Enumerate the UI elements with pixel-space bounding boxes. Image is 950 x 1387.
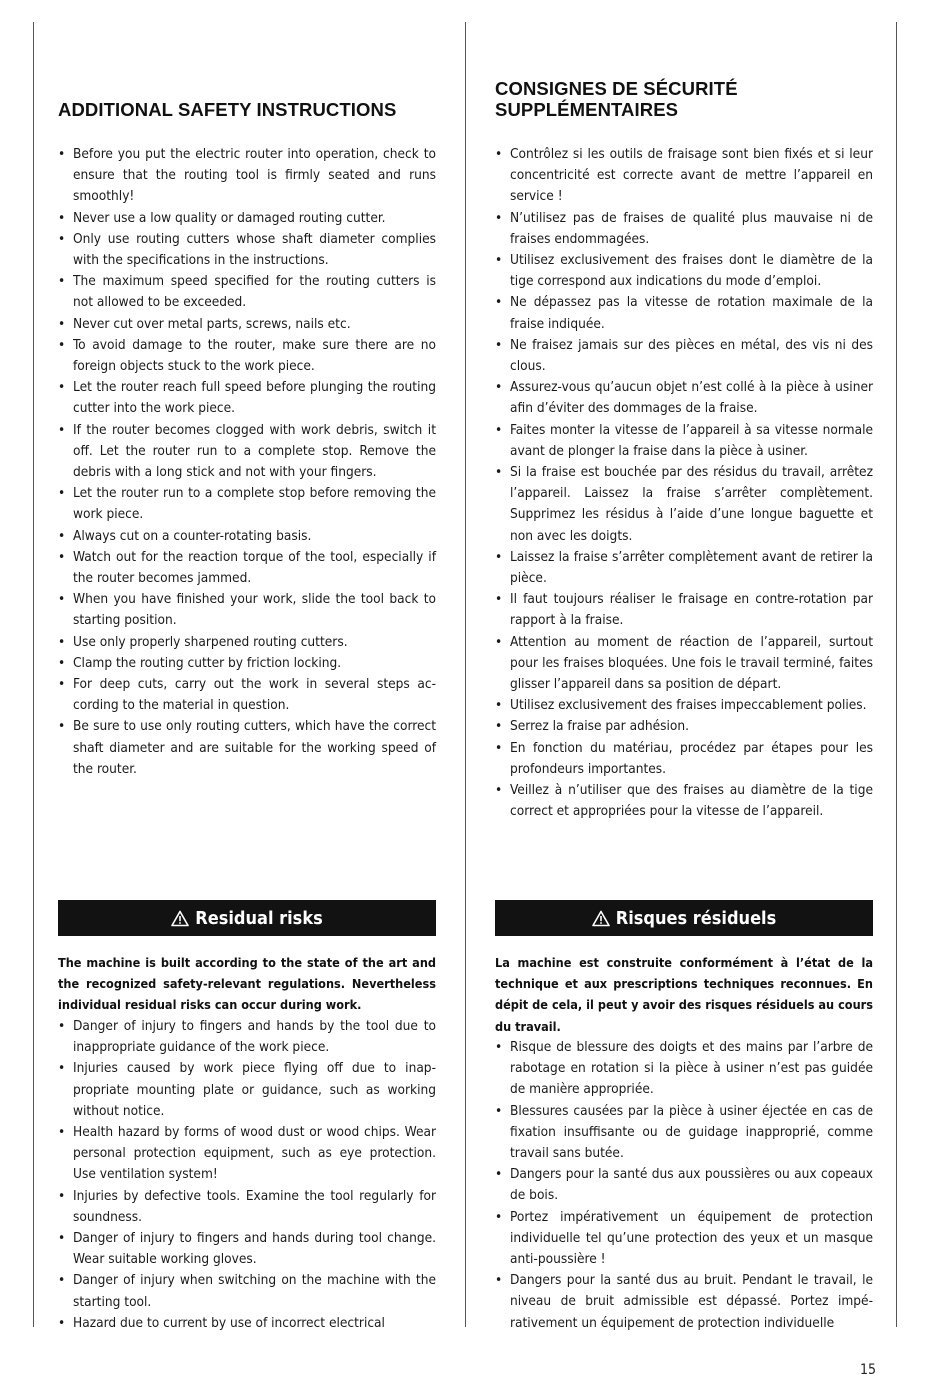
list-item: • Serrez la fraise par adhésion.: [495, 716, 873, 737]
list-item: • Il faut toujours réaliser le fraisage en contre-rotation par rapport à la fraise.: [495, 589, 873, 631]
list-item: • Always cut on a counter-rotating basis.: [58, 526, 436, 547]
list-item: • Dangers pour la santé dus au bruit. Pendant le travail, le niveau de bruit admissible est dépassé. Portez impérativement un équipement de protection individuelle: [495, 1270, 873, 1334]
english-section-heading: ADDITIONAL SAFETY INSTRUCTIONS: [58, 99, 397, 120]
residual-risks-intro: The machine is built according to the state of the art and the recognized safety-relevant regulations. Nevertheless individual residual risks can occur during work.: [58, 955, 436, 1013]
french-heading-line-2: SUPPLÉMENTAIRES: [495, 99, 679, 120]
list-item: • Dangers pour la santé dus aux poussières ou aux copeaux de bois.: [495, 1164, 873, 1206]
list-item: • Attention au moment de réaction de l’appareil, surtout pour les fraises bloquées. Une fois le travail terminé, faites glisser l’appareil dans sa position de départ.: [495, 632, 873, 696]
english-risk-list: [58, 1016, 436, 1334]
list-item: • Portez impérativement un équipement de protection individuelle tel qu’une protection des yeux et un masque anti-poussière !: [495, 1207, 873, 1271]
list-item: • Let the router reach full speed before plunging the routing cutter into the work piece.: [58, 377, 436, 419]
list-item: • Faites monter la vitesse de l’appareil à sa vitesse normale avant de plonger la fraise dans la pièce à usiner.: [495, 420, 873, 462]
list-item: • Utilisez exclusivement des fraises dont le diamètre de la tige correspond aux indications du mode d’emploi.: [495, 250, 873, 292]
list-item: • Veillez à n’utiliser que des fraises au diamètre de la tige correct et appropriées pour la vitesse de l’appareil.: [495, 780, 873, 822]
warning-triangle-icon: [171, 910, 189, 927]
english-safety-list: [58, 144, 436, 780]
list-item: • Hazard due to current by use of incorrect electrical: [58, 1313, 436, 1334]
right-margin-rule: [896, 22, 897, 1327]
risques-residuels-banner: [495, 900, 873, 936]
warning-triangle-icon: [592, 910, 610, 927]
list-item: • Laissez la fraise s’arrêter complètement avant de retirer la pièce.: [495, 547, 873, 589]
list-item: • When you have finished your work, slide the tool back to starting position.: [58, 589, 436, 631]
list-item: • Never use a low quality or damaged routing cutter.: [58, 208, 436, 229]
list-item: • Blessures causées par la pièce à usiner éjectée en cas de fixation insuffisante ou de guidage inapproprié, comme travail sans butée.: [495, 1101, 873, 1165]
column-divider-rule: [465, 22, 466, 1327]
list-item: • Be sure to use only routing cutters, which have the correct shaft diameter and are suitable for the working speed of the router.: [58, 716, 436, 780]
list-item: • Risque de blessure des doigts et des mains par l’arbre de rabotage en rotation si la pièce à usiner n’est pas guidée de manière appropriée.: [495, 1037, 873, 1101]
list-item: • Danger of injury to fingers and hands by the tool due to inappropriate guidance of the work piece.: [58, 1016, 436, 1058]
residual-risks-banner: [58, 900, 436, 936]
residual-risks-title: Residual risks: [195, 907, 323, 929]
list-item: • Contrôlez si les outils de fraisage sont bien fixés et si leur concentricité est correcte avant de mettre l’appareil en service !: [495, 144, 873, 208]
list-item: • Danger of injury when switching on the machine with the starting tool.: [58, 1270, 436, 1312]
list-item: • Watch out for the reaction torque of the tool, especially if the router becomes jammed.: [58, 547, 436, 589]
list-item: • Let the router run to a complete stop before removing the work piece.: [58, 483, 436, 525]
risques-residuels-title: Risques résiduels: [615, 907, 777, 929]
list-item: • En fonction du matériau, procédez par étapes pour les profondeurs importantes.: [495, 738, 873, 780]
list-item: • Injuries by defective tools. Examine the tool regularly for soundness.: [58, 1186, 436, 1228]
list-item: • Si la fraise est bouchée par des résidus du travail, arrêtez l’appareil. Laissez la fraise s’arrêter complètement. Supprimez les résidus à l’aide d’une longue baguette et non avec les doigts.: [495, 462, 873, 547]
list-item: • The maximum speed specified for the routing cutters is not allowed to be exceeded.: [58, 271, 436, 313]
list-item: • Never cut over metal parts, screws, nails etc.: [58, 314, 436, 335]
list-item: • Ne fraisez jamais sur des pièces en métal, des vis ni des clous.: [495, 335, 873, 377]
list-item: • Utilisez exclusivement des fraises impeccablement polies.: [495, 695, 873, 716]
list-item: • Health hazard by forms of wood dust or wood chips. Wear personal protection equipment, such as eye protection. Use ventilation system!: [58, 1122, 436, 1186]
list-item: • Use only properly sharpened routing cutters.: [58, 632, 436, 653]
french-section-heading: [495, 78, 873, 120]
french-heading-line-1: CONSIGNES DE SÉCURITÉ: [495, 78, 738, 99]
left-margin-rule: [33, 22, 34, 1327]
list-item: • For deep cuts, carry out the work in several steps according to the material in question.: [58, 674, 436, 716]
list-item: • Danger of injury to fingers and hands during tool change. Wear suitable working gloves.: [58, 1228, 436, 1270]
french-safety-list: [495, 144, 873, 823]
list-item: • Before you put the electric router into operation, check to ensure that the routing tool is firmly seated and runs smoothly!: [58, 144, 436, 208]
list-item: • To avoid damage to the router, make sure there are no foreign objects stuck to the work piece.: [58, 335, 436, 377]
page-number: 15: [859, 1362, 876, 1378]
list-item: • Assurez-vous qu’aucun objet n’est collé à la pièce à usiner afin d’éviter des dommages de la fraise.: [495, 377, 873, 419]
list-item: • N’utilisez pas de fraises de qualité plus mauvaise ni de fraises endommagées.: [495, 208, 873, 250]
list-item: • Injuries caused by work piece flying off due to inappropriate mounting plate or guidance, such as working without notice.: [58, 1058, 436, 1122]
risques-residuels-intro: La machine est construite conformément à l’état de la technique et aux prescriptions techniques reconnues. En dépit de cela, il peut y avoir des risques résiduels au cours du travail.: [495, 955, 873, 1034]
french-risk-list: [495, 1037, 873, 1334]
list-item: • If the router becomes clogged with work debris, switch it off. Let the router run to a complete stop. Remove the debris with a long stick and not with your fingers.: [58, 420, 436, 484]
list-item: • Ne dépassez pas la vitesse de rotation maximale de la fraise indiquée.: [495, 292, 873, 334]
list-item: • Clamp the routing cutter by friction locking.: [58, 653, 436, 674]
list-item: • Only use routing cutters whose shaft diameter complies with the specifications in the instructions.: [58, 229, 436, 271]
